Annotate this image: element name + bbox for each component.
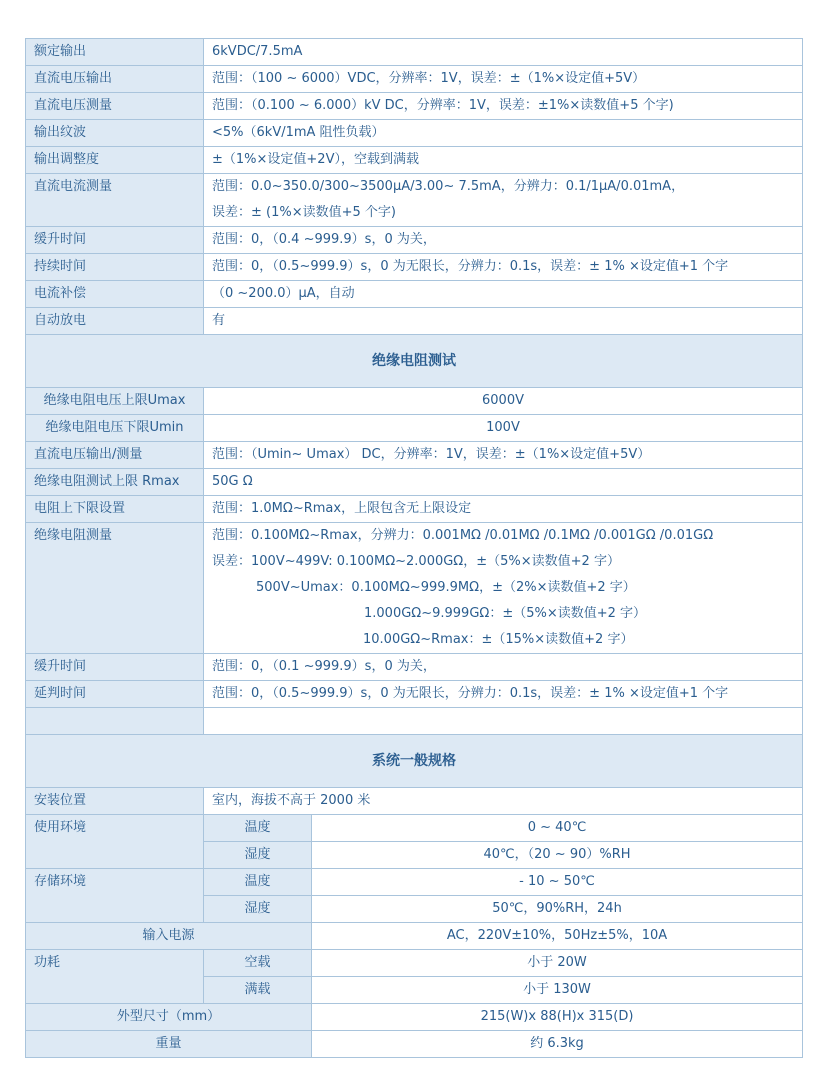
table-row xyxy=(26,227,803,254)
row-label: 电流补偿 xyxy=(26,281,204,308)
table-row xyxy=(26,923,803,950)
table-row xyxy=(26,950,803,977)
table-row xyxy=(26,254,803,281)
row-value: <5%（6kV/1mA 阻性负载） xyxy=(204,120,803,147)
row-label: 功耗 xyxy=(26,950,204,1004)
table-row xyxy=(26,174,803,227)
sub-label: 满载 xyxy=(204,977,312,1004)
table-row xyxy=(26,788,803,815)
row-value: 50G Ω xyxy=(204,469,803,496)
table-row xyxy=(26,415,803,442)
value-line: 误差：100V~499V: 0.100MΩ~2.000GΩ，±（5%×读数值+2 字） xyxy=(212,554,620,569)
sub-label: 温度 xyxy=(204,869,312,896)
row-label: 重量 xyxy=(26,1031,312,1058)
row-label: 绝缘电阻电压下限Umin xyxy=(26,415,204,442)
table-row xyxy=(26,523,803,654)
table-row-empty xyxy=(26,708,803,735)
row-value: 0 ~ 40℃ xyxy=(312,815,803,842)
row-value: 6kVDC/7.5mA xyxy=(204,39,803,66)
table-row xyxy=(26,93,803,120)
sub-label: 温度 xyxy=(204,815,312,842)
sub-label: 湿度 xyxy=(204,842,312,869)
table-row xyxy=(26,654,803,681)
row-value: 范围：0，（0.4 ~999.9）s，0 为关， xyxy=(204,227,803,254)
value-line: 范围：0.100MΩ~Rmax，分辨力：0.001MΩ /0.01MΩ /0.1MΩ /0.001GΩ /0.01GΩ xyxy=(212,528,714,543)
row-label: 直流电压输出 xyxy=(26,66,204,93)
section-title-insulation: 绝缘电阻测试 xyxy=(26,335,803,388)
row-value xyxy=(204,174,803,227)
row-label: 额定输出 xyxy=(26,39,204,66)
row-value: 50℃，90%RH，24h xyxy=(312,896,803,923)
row-label: 输出纹波 xyxy=(26,120,204,147)
row-label-empty xyxy=(26,708,204,735)
row-value xyxy=(204,523,803,654)
row-value: 范围：（100 ~ 6000）VDC，分辨率：1V，误差：±（1%×设定值+5V） xyxy=(204,66,803,93)
row-value: 范围：1.0MΩ~Rmax，上限包含无上限设定 xyxy=(204,496,803,523)
row-value: 小于 20W xyxy=(312,950,803,977)
table-row xyxy=(26,681,803,708)
sub-label: 湿度 xyxy=(204,896,312,923)
row-value: 215(W)x 88(H)x 315(D) xyxy=(312,1004,803,1031)
table-row xyxy=(26,1004,803,1031)
value-line: 1.000GΩ~9.999GΩ：±（5%×读数值+2 字） xyxy=(364,606,647,621)
table-row xyxy=(26,1031,803,1058)
section-title-general: 系统一般规格 xyxy=(26,735,803,788)
row-value: 100V xyxy=(204,415,803,442)
row-value: 有 xyxy=(204,308,803,335)
row-value: 约 6.3kg xyxy=(312,1031,803,1058)
table-row xyxy=(26,308,803,335)
row-label: 输入电源 xyxy=(26,923,312,950)
value-line: 范围：0.0~350.0/300~3500μA/3.00~ 7.5mA，分辨力：0.1/1μA/0.01mA， xyxy=(212,179,685,194)
table-row xyxy=(26,869,803,896)
value-line: 10.00GΩ~Rmax：±（15%×读数值+2 字） xyxy=(363,632,634,647)
table-row xyxy=(26,281,803,308)
table-row xyxy=(26,39,803,66)
row-label: 直流电压测量 xyxy=(26,93,204,120)
row-value: 范围：0，（0.5~999.9）s，0 为无限长，分辨力：0.1s，误差：± 1% ×设定值+1 个字 xyxy=(204,254,803,281)
row-label: 直流电压输出/测量 xyxy=(26,442,204,469)
row-value: 范围：0，（0.5~999.9）s，0 为无限长，分辨力：0.1s，误差：± 1% ×设定值+1 个字 xyxy=(204,681,803,708)
row-label: 绝缘电阻测量 xyxy=(26,523,204,654)
row-label: 电阻上下限设置 xyxy=(26,496,204,523)
spec-table xyxy=(25,38,803,1058)
row-value: 范围：0，（0.1 ~999.9）s，0 为关， xyxy=(204,654,803,681)
table-row xyxy=(26,469,803,496)
row-value: 小于 130W xyxy=(312,977,803,1004)
row-label: 持续时间 xyxy=(26,254,204,281)
table-row xyxy=(26,815,803,842)
row-value: 6000V xyxy=(204,388,803,415)
row-value: 室内，海拔不高于 2000 米 xyxy=(204,788,803,815)
row-label: 延判时间 xyxy=(26,681,204,708)
row-value: 范围：（0.100 ~ 6.000）kV DC，分辨率：1V，误差：±1%×读数值+5 个字) xyxy=(204,93,803,120)
table-row xyxy=(26,496,803,523)
row-label: 自动放电 xyxy=(26,308,204,335)
row-label: 外型尺寸（mm） xyxy=(26,1004,312,1031)
table-row xyxy=(26,120,803,147)
row-value: - 10 ~ 50℃ xyxy=(312,869,803,896)
row-label: 安装位置 xyxy=(26,788,204,815)
row-label: 缓升时间 xyxy=(26,654,204,681)
row-label: 绝缘电阻测试上限 Rmax xyxy=(26,469,204,496)
table-row xyxy=(26,442,803,469)
row-label: 存储环境 xyxy=(26,869,204,923)
row-label: 绝缘电阻电压上限Umax xyxy=(26,388,204,415)
table-row xyxy=(26,147,803,174)
row-label: 缓升时间 xyxy=(26,227,204,254)
row-value: ±（1%×设定值+2V），空载到满载 xyxy=(204,147,803,174)
row-value: （0 ~200.0）μA，自动 xyxy=(204,281,803,308)
value-line: 误差：± (1%×读数值+5 个字) xyxy=(212,205,396,220)
section-row xyxy=(26,335,803,388)
row-value: 40℃，（20 ~ 90）%RH xyxy=(312,842,803,869)
row-label: 直流电流测量 xyxy=(26,174,204,227)
row-value: AC，220V±10%，50Hz±5%，10A xyxy=(312,923,803,950)
sub-label: 空载 xyxy=(204,950,312,977)
row-value: 范围：（Umin~ Umax） DC，分辨率：1V，误差：±（1%×设定值+5V） xyxy=(204,442,803,469)
table-row xyxy=(26,388,803,415)
row-label: 输出调整度 xyxy=(26,147,204,174)
table-row xyxy=(26,66,803,93)
row-value-empty xyxy=(204,708,803,735)
value-line: 500V~Umax：0.100MΩ~999.9MΩ，±（2%×读数值+2 字） xyxy=(256,580,636,595)
row-label: 使用环境 xyxy=(26,815,204,869)
section-row xyxy=(26,735,803,788)
